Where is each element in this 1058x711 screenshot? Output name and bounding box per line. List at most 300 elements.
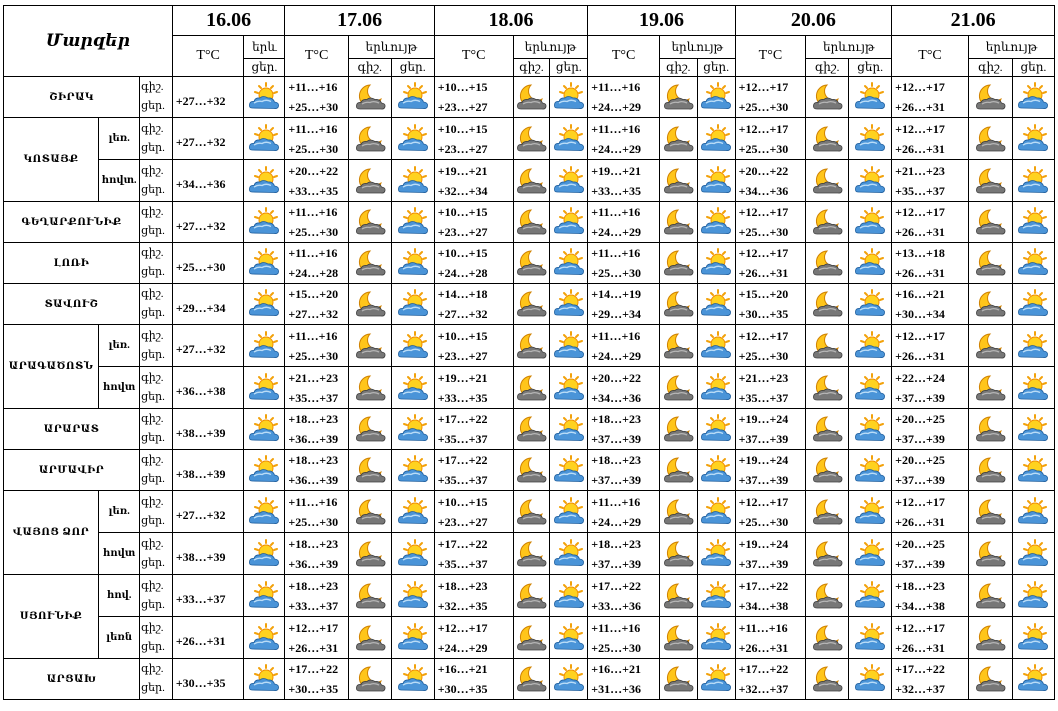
temperature-range: [588, 533, 660, 575]
temperature-range: [434, 243, 513, 284]
temperature-night: +18…+23: [437, 578, 488, 593]
moon-cloud-icon: [968, 409, 1012, 450]
temperature-range: [735, 325, 806, 367]
phenomenon-header: երևույթ: [659, 36, 735, 59]
sun-cloud-icon: [244, 450, 285, 491]
night-label: գիշ.: [141, 495, 164, 508]
temperature-night: +13…+18: [895, 246, 945, 260]
temperature-day: +25…+30: [288, 348, 339, 363]
moon-cloud-icon: [659, 659, 697, 700]
moon-cloud-icon: [348, 533, 391, 575]
temperature-range: [588, 77, 660, 118]
temperature-range: [892, 450, 969, 491]
table-row: [4, 202, 1055, 243]
sun-cloud-icon: [391, 491, 434, 533]
temperature-range: [285, 243, 348, 284]
sun-cloud-icon: [550, 77, 588, 118]
sun-cloud-icon: [849, 284, 892, 325]
subregion-label: հով.: [99, 575, 140, 617]
temperature-range: [285, 325, 348, 367]
temperature-night: +16…+21: [591, 662, 641, 676]
temperature-night: +18…+23: [288, 578, 339, 593]
temperature-night: +12…+17: [738, 80, 789, 94]
temperature-day: +24…+28: [288, 266, 339, 280]
night-label: գիշ.: [141, 288, 164, 300]
moon-cloud-icon: [806, 160, 849, 202]
temp-header: T°C: [588, 36, 660, 77]
moon-cloud-icon: [659, 533, 697, 575]
temperature-day: +25…+30: [738, 141, 789, 156]
temperature-day: +34…+38: [738, 598, 789, 613]
temperature-day: +37…+39: [591, 432, 641, 446]
temperature-night: +11…+16: [288, 246, 338, 260]
night-label: գիշ.: [141, 164, 164, 177]
sun-cloud-icon: [550, 409, 588, 450]
night-day-labels: [140, 409, 173, 450]
sun-cloud-icon: [1012, 575, 1054, 617]
temperature-day: +30…+35: [437, 682, 488, 696]
temperature-night: +20…+22: [288, 163, 339, 178]
temperature-day: +37…+39: [738, 432, 789, 446]
sun-cloud-icon: [1012, 617, 1054, 659]
temperature-night: +19…+21: [437, 163, 488, 178]
sun-cloud-icon: [849, 491, 892, 533]
temperature-night: +20…+25: [895, 453, 945, 467]
moon-cloud-icon: [659, 77, 697, 118]
sun-cloud-icon: [244, 284, 285, 325]
temperature-range: [892, 617, 969, 659]
sun-cloud-icon: [244, 533, 285, 575]
moon-cloud-icon: [348, 450, 391, 491]
table-row: [4, 409, 1055, 450]
night-subheader: գիշ.: [806, 59, 849, 77]
sun-cloud-icon: [550, 533, 588, 575]
temperature-range: [434, 160, 513, 202]
temperature-night: +11…+16: [288, 205, 338, 219]
sun-cloud-icon: [244, 77, 285, 118]
moon-cloud-icon: [513, 450, 550, 491]
moon-cloud-icon: [348, 284, 391, 325]
temperature-night: +11…+16: [591, 494, 641, 509]
date-header: 21.06: [892, 6, 1055, 36]
temperature-night: +22…+24: [895, 370, 945, 385]
temperature-range: [285, 409, 348, 450]
temperature-night: +12…+17: [895, 620, 945, 635]
sun-cloud-icon: [1012, 243, 1054, 284]
sun-cloud-icon: [849, 409, 892, 450]
temperature-night: +11…+16: [591, 620, 641, 635]
temperature-day: +38…+39: [172, 533, 244, 575]
moon-cloud-icon: [806, 284, 849, 325]
temperature-day: +25…+30: [172, 243, 244, 284]
day-subheader: ցեր.: [391, 59, 434, 77]
temperature-night: +19…+24: [738, 412, 789, 426]
sun-cloud-icon: [1012, 409, 1054, 450]
temperature-day: +23…+27: [437, 225, 488, 239]
temperature-day: +24…+29: [591, 348, 641, 363]
table-row: [4, 533, 1055, 575]
temperature-day: +24…+29: [591, 100, 641, 114]
sun-cloud-icon: [1012, 160, 1054, 202]
sun-cloud-icon: [391, 450, 434, 491]
temperature-range: [434, 202, 513, 243]
sun-cloud-icon: [849, 617, 892, 659]
moon-cloud-icon: [806, 325, 849, 367]
temperature-night: +10…+15: [437, 246, 488, 260]
region-name: ԱՐՑԱԽ: [4, 659, 140, 700]
temperature-night: +18…+23: [288, 412, 339, 426]
day-subheader: ցեր.: [849, 59, 892, 77]
night-day-labels: [140, 659, 173, 700]
moon-cloud-icon: [806, 491, 849, 533]
temperature-range: [588, 617, 660, 659]
temperature-range: [892, 77, 969, 118]
sun-cloud-icon: [697, 325, 735, 367]
temperature-range: [285, 450, 348, 491]
temperature-day: +37…+39: [895, 556, 945, 571]
temperature-day: +34…+36: [591, 390, 641, 405]
moon-cloud-icon: [348, 77, 391, 118]
temperature-night: +17…+22: [738, 662, 789, 676]
temperature-range: [434, 617, 513, 659]
temperature-day: +30…+35: [288, 682, 339, 696]
sun-cloud-icon: [697, 659, 735, 700]
moon-cloud-icon: [348, 202, 391, 243]
temperature-range: [588, 491, 660, 533]
region-name: ԼՈՌԻ: [4, 243, 140, 284]
temperature-range: [892, 409, 969, 450]
sun-cloud-icon: [849, 160, 892, 202]
temperature-night: +11…+16: [591, 205, 641, 219]
subregion-label: լեռ.: [99, 325, 140, 367]
moon-cloud-icon: [968, 243, 1012, 284]
temperature-night: +11…+16: [591, 80, 641, 94]
temperature-night: +21…+23: [738, 370, 789, 385]
forecast-table: [3, 5, 1055, 700]
region-name: ՎԱՅՈՑ ՁՈՐ: [4, 491, 99, 575]
temperature-night: +12…+17: [738, 205, 789, 219]
temperature-range: [588, 367, 660, 409]
moon-cloud-icon: [968, 491, 1012, 533]
table-row: [4, 243, 1055, 284]
temperature-day: +36…+39: [288, 432, 339, 446]
temperature-day: +26…+31: [738, 640, 789, 655]
temperature-range: [434, 659, 513, 700]
sun-cloud-icon: [1012, 367, 1054, 409]
moon-cloud-icon: [968, 450, 1012, 491]
temperature-day: +35…+37: [437, 473, 488, 487]
temperature-night: +18…+23: [591, 453, 641, 467]
temperature-range: [892, 575, 969, 617]
temperature-night: +12…+17: [288, 620, 339, 635]
sun-cloud-icon: [849, 243, 892, 284]
sun-cloud-icon: [391, 77, 434, 118]
table-row: [4, 284, 1055, 325]
region-name: ԿՈՏԱՅՔ: [4, 118, 99, 202]
phenomenon-header: երևույթ: [968, 36, 1054, 59]
temperature-day: +37…+39: [591, 473, 641, 487]
sun-cloud-icon: [1012, 77, 1054, 118]
sun-cloud-icon: [550, 202, 588, 243]
table-row: [4, 575, 1055, 617]
temperature-day: +33…+37: [288, 598, 339, 613]
temperature-day: +27…+32: [172, 118, 244, 160]
temperature-day: +23…+27: [437, 348, 488, 363]
temperature-night: +20…+22: [591, 370, 641, 385]
temperature-night: +12…+17: [895, 121, 945, 136]
temperature-night: +10…+15: [437, 494, 488, 509]
moon-cloud-icon: [968, 533, 1012, 575]
day-subheader: ցեր.: [550, 59, 588, 77]
night-label: գիշ.: [141, 621, 164, 634]
moon-cloud-icon: [513, 533, 550, 575]
moon-cloud-icon: [513, 284, 550, 325]
subregion-label: լեռ.: [99, 118, 140, 160]
temperature-day: +36…+39: [288, 473, 339, 487]
temperature-night: +16…+21: [895, 287, 945, 301]
temperature-night: +15…+20: [288, 287, 339, 301]
temperature-night: +12…+17: [738, 328, 789, 343]
temperature-range: [735, 77, 806, 118]
night-label: գիշ.: [141, 663, 164, 675]
day-label: ցեր.: [141, 640, 165, 653]
temperature-range: [892, 491, 969, 533]
temperature-range: [588, 450, 660, 491]
temperature-day: +35…+37: [288, 390, 339, 405]
day-label: ցեր.: [141, 514, 165, 527]
night-day-labels: [140, 491, 173, 533]
temperature-range: [892, 284, 969, 325]
moon-cloud-icon: [513, 77, 550, 118]
temperature-range: [285, 77, 348, 118]
temperature-day: +27…+32: [288, 307, 339, 321]
temperature-day: +33…+35: [591, 183, 641, 198]
sun-cloud-icon: [391, 533, 434, 575]
temperature-night: +18…+23: [288, 536, 339, 551]
sun-cloud-icon: [550, 575, 588, 617]
temperature-range: [735, 659, 806, 700]
sun-cloud-icon: [1012, 118, 1054, 160]
temperature-range: [735, 243, 806, 284]
sun-cloud-icon: [391, 367, 434, 409]
sun-cloud-icon: [244, 118, 285, 160]
temperature-range: [735, 118, 806, 160]
moon-cloud-icon: [968, 659, 1012, 700]
moon-cloud-icon: [513, 202, 550, 243]
temperature-night: +12…+17: [437, 620, 488, 635]
sun-cloud-icon: [391, 202, 434, 243]
moon-cloud-icon: [659, 202, 697, 243]
temperature-day: +25…+30: [591, 640, 641, 655]
sun-cloud-icon: [391, 118, 434, 160]
temperature-range: [434, 491, 513, 533]
moon-cloud-icon: [348, 575, 391, 617]
region-name: ՏԱՎՈՒՇ: [4, 284, 140, 325]
sun-cloud-icon: [1012, 533, 1054, 575]
sun-cloud-icon: [697, 450, 735, 491]
temperature-range: [892, 367, 969, 409]
night-label: գիշ.: [141, 206, 164, 218]
subregion-label: հովտ: [99, 533, 140, 575]
sun-cloud-icon: [697, 118, 735, 160]
moon-cloud-icon: [968, 284, 1012, 325]
region-name: ՍՅՈՒՆԻՔ: [4, 575, 99, 659]
temperature-day: +26…+31: [895, 514, 945, 529]
night-label: գիշ.: [141, 371, 164, 384]
moon-cloud-icon: [513, 491, 550, 533]
table-row: [4, 118, 1055, 160]
moon-cloud-icon: [806, 202, 849, 243]
temperature-range: [285, 367, 348, 409]
temperature-night: +12…+17: [895, 494, 945, 509]
temperature-day: +37…+39: [738, 473, 789, 487]
sun-cloud-icon: [550, 118, 588, 160]
subregion-label: հովտ: [99, 367, 140, 409]
regions-header: Մարզեր: [4, 6, 173, 77]
temperature-night: +16…+21: [437, 662, 488, 676]
sun-cloud-icon: [244, 243, 285, 284]
temperature-day: +26…+31: [172, 617, 244, 659]
temperature-day: +38…+39: [172, 409, 244, 450]
temperature-night: +12…+17: [895, 205, 945, 219]
day-label: ցեր.: [141, 598, 165, 611]
temperature-night: +11…+16: [288, 494, 338, 509]
region-name: ՇԻՐԱԿ: [4, 77, 140, 118]
moon-cloud-icon: [348, 367, 391, 409]
day-label: ցեր.: [141, 141, 165, 154]
temperature-range: [892, 325, 969, 367]
date-header: 17.06: [285, 6, 434, 36]
moon-cloud-icon: [659, 617, 697, 659]
moon-cloud-icon: [806, 243, 849, 284]
temperature-day: +33…+35: [288, 183, 339, 198]
temperature-range: [892, 160, 969, 202]
temperature-range: [434, 450, 513, 491]
temperature-night: +11…+16: [288, 121, 338, 136]
temperature-day: +35…+37: [738, 390, 789, 405]
moon-cloud-icon: [659, 284, 697, 325]
night-day-labels: [140, 450, 173, 491]
moon-cloud-icon: [348, 325, 391, 367]
temperature-day: +32…+37: [738, 682, 789, 696]
moon-cloud-icon: [968, 617, 1012, 659]
temperature-range: [735, 160, 806, 202]
temperature-range: [285, 491, 348, 533]
temperature-range: [588, 243, 660, 284]
temperature-range: [588, 409, 660, 450]
moon-cloud-icon: [513, 118, 550, 160]
temperature-day: +31…+36: [591, 682, 641, 696]
sun-cloud-icon: [244, 491, 285, 533]
temperature-day: +27…+32: [172, 491, 244, 533]
sun-cloud-icon: [849, 77, 892, 118]
temperature-night: +11…+16: [288, 80, 338, 94]
moon-cloud-icon: [659, 575, 697, 617]
sun-cloud-icon: [391, 284, 434, 325]
temperature-range: [735, 533, 806, 575]
sun-cloud-icon: [244, 325, 285, 367]
temperature-night: +21…+23: [895, 163, 945, 178]
day-label: ցեր.: [141, 100, 165, 112]
night-subheader: գիշ.: [348, 59, 391, 77]
night-day-labels: [140, 202, 173, 243]
temperature-range: [285, 575, 348, 617]
sun-cloud-icon: [1012, 450, 1054, 491]
temperature-day: +38…+39: [172, 450, 244, 491]
temperature-day: +25…+30: [591, 266, 641, 280]
temperature-night: +17…+22: [437, 536, 488, 551]
sun-cloud-icon: [391, 617, 434, 659]
temperature-day: +33…+35: [437, 390, 488, 405]
sun-cloud-icon: [849, 659, 892, 700]
moon-cloud-icon: [513, 243, 550, 284]
moon-cloud-icon: [513, 617, 550, 659]
sun-cloud-icon: [849, 450, 892, 491]
moon-cloud-icon: [968, 77, 1012, 118]
moon-cloud-icon: [513, 160, 550, 202]
sun-cloud-icon: [244, 575, 285, 617]
temperature-night: +12…+17: [895, 328, 945, 343]
moon-cloud-icon: [968, 118, 1012, 160]
temperature-day: +33…+36: [591, 598, 641, 613]
sun-cloud-icon: [550, 284, 588, 325]
temperature-range: [735, 617, 806, 659]
moon-cloud-icon: [968, 367, 1012, 409]
temperature-night: +20…+25: [895, 536, 945, 551]
temperature-day: +37…+39: [895, 473, 945, 487]
day-label: ցեր.: [141, 682, 165, 694]
temperature-day: +30…+35: [738, 307, 789, 321]
sun-cloud-icon: [697, 243, 735, 284]
temperature-day: +24…+29: [591, 514, 641, 529]
temperature-range: [735, 409, 806, 450]
night-day-labels: [140, 575, 173, 617]
day-subheader: ցեր.: [697, 59, 735, 77]
moon-cloud-icon: [348, 491, 391, 533]
temperature-day: +23…+27: [437, 141, 488, 156]
temperature-range: [285, 160, 348, 202]
temperature-day: +27…+32: [172, 325, 244, 367]
temperature-night: +11…+16: [591, 246, 641, 260]
moon-cloud-icon: [806, 659, 849, 700]
temperature-day: +34…+36: [738, 183, 789, 198]
temperature-day: +37…+39: [591, 556, 641, 571]
temperature-range: [434, 118, 513, 160]
sun-cloud-icon: [849, 367, 892, 409]
temperature-night: +14…+19: [591, 287, 641, 301]
moon-cloud-icon: [659, 450, 697, 491]
temperature-range: [285, 284, 348, 325]
moon-cloud-icon: [806, 409, 849, 450]
moon-cloud-icon: [806, 118, 849, 160]
table-row: [4, 450, 1055, 491]
temperature-day: +26…+31: [288, 640, 339, 655]
sun-cloud-icon: [849, 533, 892, 575]
temp-header: T°C: [285, 36, 348, 77]
temperature-range: [892, 533, 969, 575]
temperature-day: +30…+34: [895, 307, 945, 321]
temperature-day: +35…+37: [437, 556, 488, 571]
subregion-label: հովտ.: [99, 160, 140, 202]
night-subheader: գիշ.: [968, 59, 1012, 77]
day-label: ցեր.: [141, 473, 165, 485]
temperature-day: +33…+37: [172, 575, 244, 617]
temperature-day: +25…+30: [738, 225, 789, 239]
temperature-day: +37…+39: [895, 432, 945, 446]
sun-cloud-icon: [550, 450, 588, 491]
moon-cloud-icon: [348, 118, 391, 160]
temperature-night: +11…+16: [738, 620, 788, 635]
